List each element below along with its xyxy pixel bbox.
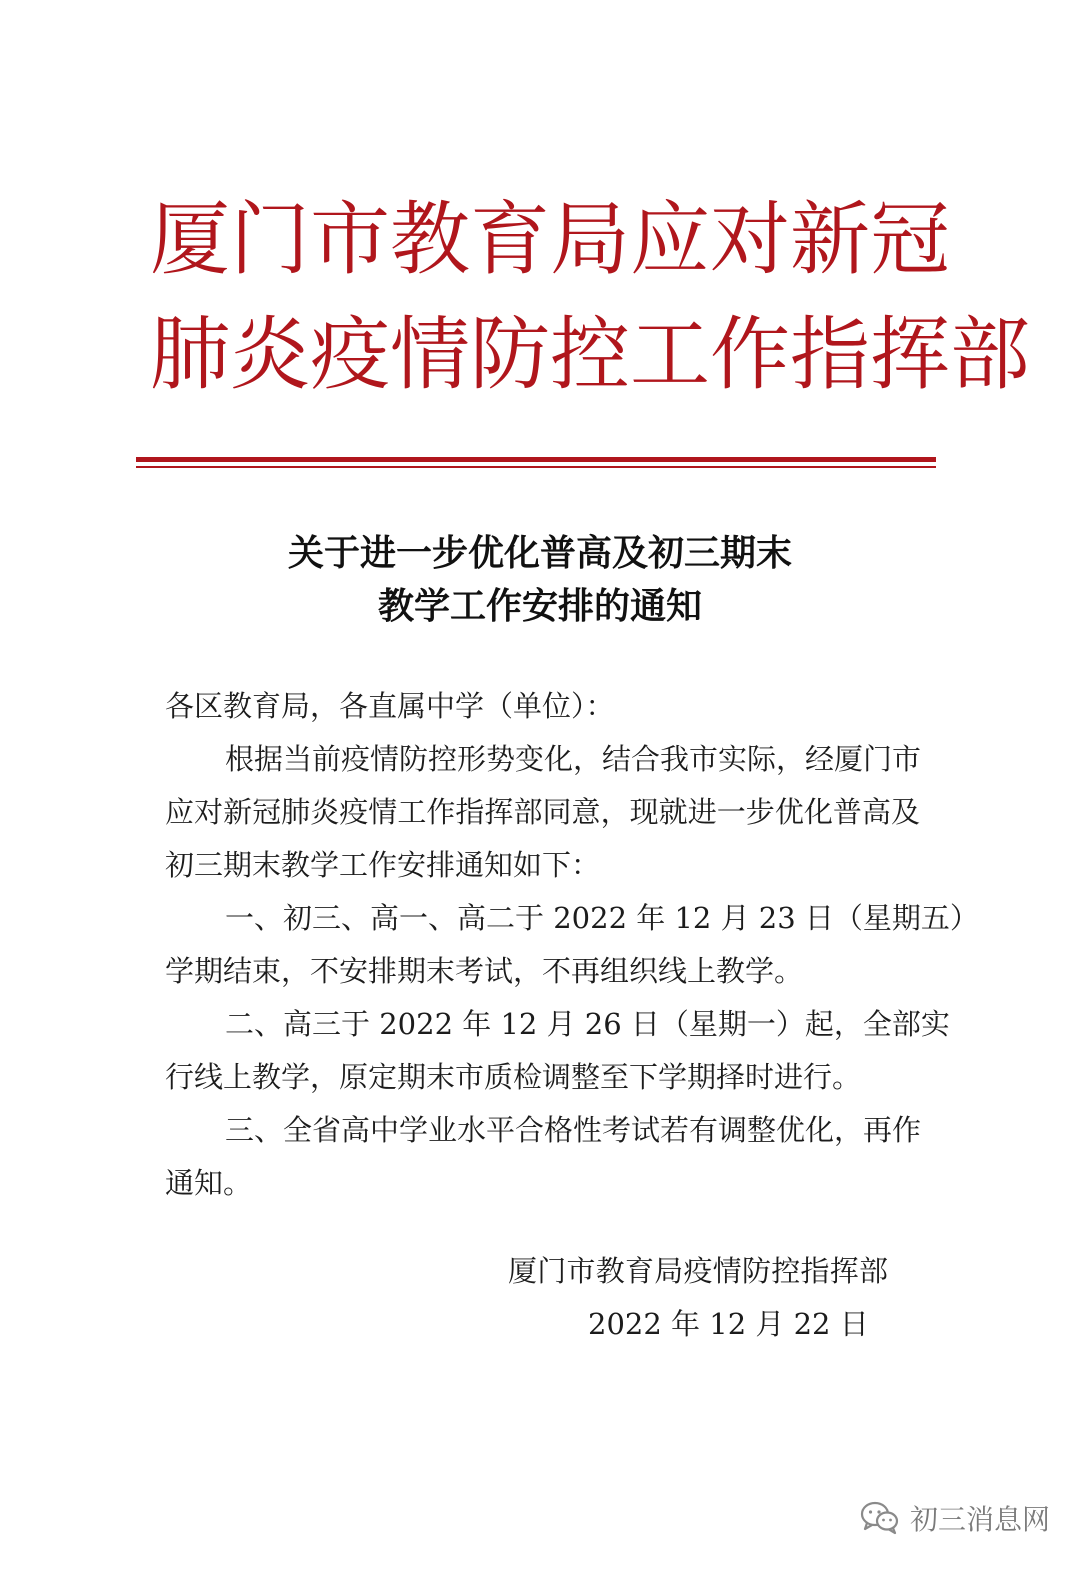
watermark-text: 初三消息网 [909, 1503, 1050, 1536]
notice-title-line-2: 教学工作安排的通知 [377, 585, 702, 627]
masthead-line-1: 厦门市教育局应对新冠 [150, 193, 950, 286]
salutation: 各区教育局，各直属中学（单位）： [165, 689, 615, 723]
wechat-icon [860, 1501, 900, 1535]
signature-organization: 厦门市教育局疫情防控指挥部 [508, 1254, 888, 1288]
item2-line-2: 行线上教学，原定期末市质检调整至下学期择时进行。 [165, 1060, 862, 1094]
item2-line-1: 二、高三于 2022 年 12 月 26 日（星期一）起，全部实 [225, 1007, 950, 1041]
para1-line-1: 根据当前疫情防控形势变化，结合我市实际，经厦门市 [225, 742, 922, 776]
para1-line-2: 应对新冠肺炎疫情工作指挥部同意，现就进一步优化普高及 [165, 795, 920, 829]
item3-line-2: 通知。 [165, 1166, 253, 1200]
signature-date: 2022 年 12 月 22 日 [588, 1307, 869, 1341]
masthead-line-2: 肺炎疫情防控工作指挥部 [150, 308, 1030, 401]
item3-line-1: 三、全省高中学业水平合格性考试若有调整优化，再作 [225, 1113, 922, 1147]
red-header-rule-thin [136, 466, 936, 468]
red-header-rule [136, 457, 936, 462]
para1-line-3: 初三期末教学工作安排通知如下： [165, 848, 601, 882]
watermark [860, 1498, 1050, 1538]
notice-title-line-1: 关于进一步优化普高及初三期末 [287, 532, 792, 574]
item1-line-1: 一、初三、高一、高二于 2022 年 12 月 23 日（星期五） [225, 901, 979, 935]
item1-line-2: 学期结束，不安排期末考试，不再组织线上教学。 [165, 954, 804, 988]
